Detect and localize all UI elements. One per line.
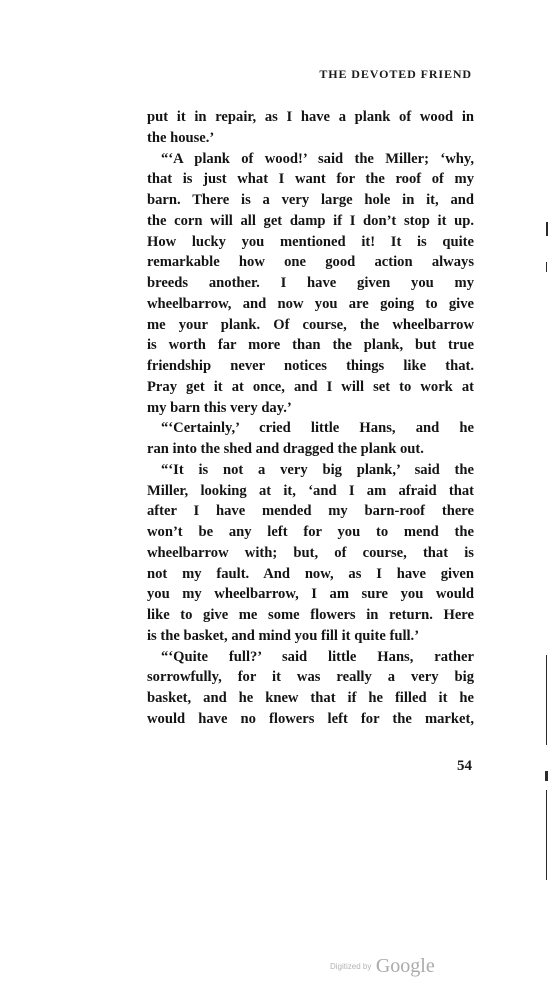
text-line: my barn this very day.’	[147, 399, 292, 416]
text-line: sorrowfully, for it was really a very big	[147, 669, 474, 686]
text-line: not my fault. And now, as I have given	[147, 565, 474, 582]
text-line: is the basket, and mind you fill it quite full.’	[147, 627, 420, 644]
text-line: is worth far more than the plank, but true	[147, 337, 474, 354]
digitized-watermark	[330, 955, 470, 978]
text-line: me your plank. Of course, the wheelbarrow	[147, 316, 474, 333]
text-line: remarkable how one good action always	[147, 254, 474, 271]
edge-mark	[546, 790, 547, 880]
watermark-brand-logo: Google	[375, 955, 435, 977]
body-text	[147, 107, 474, 730]
text-line: after I have mended my barn-roof there	[147, 503, 474, 520]
edge-mark	[545, 771, 548, 781]
text-line: would have no flowers left for the market,	[147, 710, 474, 727]
text-line: How lucky you mentioned it! It is quite	[147, 233, 474, 250]
text-line: won’t be any left for you to mend the	[147, 524, 474, 540]
text-line: that is just what I want for the roof of my	[147, 171, 474, 188]
text-line: basket, and he knew that if he filled it he	[147, 690, 474, 706]
text-line: friendship never notices things like that.	[147, 358, 474, 374]
text-line: wheelbarrow with; but, of course, that is	[147, 544, 474, 561]
text-line: the house.’	[147, 129, 215, 146]
text-line: breeds another. I have given you my	[147, 275, 474, 291]
watermark-prefix: Digitized by	[330, 962, 372, 971]
text-line: “‘Certainly,’ cried little Hans, and he	[161, 420, 474, 437]
text-line: “‘It is not a very big plank,’ said the	[161, 461, 474, 478]
text-line: barn. There is a very large hole in it, and	[147, 192, 474, 208]
edge-mark	[546, 262, 547, 272]
edge-mark	[546, 222, 548, 236]
text-line: you my wheelbarrow, I am sure you would	[147, 586, 474, 603]
text-line: wheelbarrow, and now you are going to give	[147, 295, 474, 312]
text-line: “‘Quite full?’ said little Hans, rather	[161, 648, 474, 665]
text-line: the corn will all get damp if I don’t stop it up.	[147, 212, 474, 229]
edge-mark	[546, 655, 547, 745]
text-line: “‘A plank of wood!’ said the Miller; ‘why,	[161, 150, 474, 167]
page-number: 54	[457, 758, 472, 774]
text-line: Pray get it at once, and I will set to work at	[147, 378, 474, 395]
running-head: THE DEVOTED FRIEND	[319, 67, 472, 81]
text-line: put it in repair, as I have a plank of wood in	[147, 109, 474, 125]
text-line: like to give me some flowers in return. Here	[147, 607, 474, 623]
text-line: ran into the shed and dragged the plank out.	[147, 441, 424, 457]
text-line: Miller, looking at it, ‘and I am afraid that	[147, 482, 474, 499]
